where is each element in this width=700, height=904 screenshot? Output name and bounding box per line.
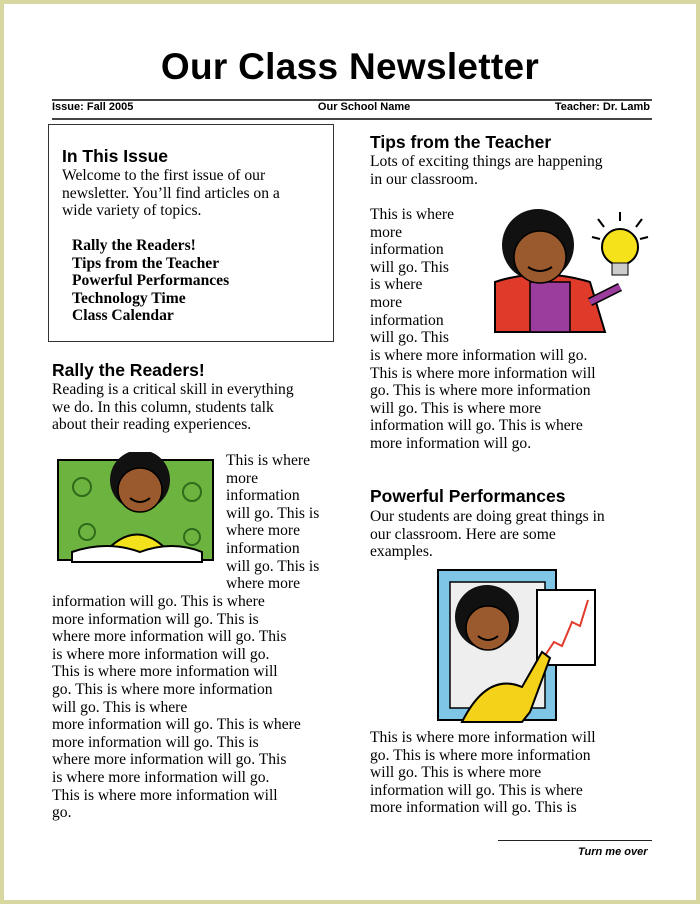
- toc-item[interactable]: Technology Time: [72, 289, 186, 307]
- text-line: will go. This is: [226, 557, 320, 575]
- text-line: information will go. This is where: [370, 781, 583, 799]
- text-line: more: [370, 223, 403, 241]
- text-line: more information will go. This is where: [52, 716, 301, 734]
- idea-child-illustration: [480, 207, 655, 337]
- text-line: This is where more information will: [52, 786, 278, 804]
- presenting-child-illustration: [432, 562, 602, 727]
- toc-item[interactable]: Powerful Performances: [72, 272, 230, 290]
- tips-heading: Tips from the Teacher: [370, 132, 552, 152]
- in-this-issue-intro: [62, 167, 280, 220]
- text-line: go. This is where more information: [52, 680, 273, 698]
- text-line: more information will go. This is: [52, 733, 259, 751]
- newsletter-title: Our Class Newsletter: [160, 46, 540, 87]
- tips-intro: [370, 153, 603, 188]
- text-line: This is where more information will: [370, 729, 596, 746]
- text-line: is where more information will go.: [370, 347, 588, 364]
- text-line: Reading is a critical skill in everything: [52, 381, 294, 398]
- text-line: will go. This is where more: [370, 399, 542, 417]
- text-line: go. This is where more information: [370, 746, 591, 764]
- header-meta: [52, 101, 650, 113]
- performances-intro: [370, 508, 605, 561]
- text-line: where more: [226, 575, 301, 593]
- text-line: where more: [226, 522, 301, 540]
- text-line: will go. This is: [226, 504, 320, 522]
- text-line: more: [226, 469, 259, 487]
- text-line: in our classroom.: [370, 170, 478, 188]
- text-line: newsletter. You’ll find articles on a: [62, 184, 280, 202]
- text-line: more: [370, 293, 403, 311]
- text-line: will go. This is where more: [370, 764, 542, 782]
- rally-body: [52, 593, 301, 822]
- text-line: This is where: [226, 452, 311, 469]
- text-line: will go. This: [370, 258, 449, 276]
- text-line: is where more information will go.: [52, 645, 270, 663]
- text-line: our classroom. Here are some: [370, 525, 556, 543]
- text-line: information will go. This is where: [370, 417, 583, 435]
- text-line: go.: [52, 804, 72, 822]
- text-line: This is where: [370, 206, 455, 223]
- text-line: is where: [370, 276, 423, 294]
- text-line: is where more information will go.: [52, 768, 270, 786]
- text-line: wide variety of topics.: [62, 202, 202, 220]
- text-line: information: [226, 539, 300, 557]
- text-line: information will go. This is where: [52, 593, 265, 610]
- tips-body: [370, 347, 596, 453]
- text-line: information: [370, 241, 444, 259]
- toc-list: [72, 237, 229, 325]
- text-line: Our students are doing great things in: [370, 508, 605, 525]
- text-line: will go. This: [370, 329, 449, 347]
- text-line: Welcome to the first issue of our: [62, 167, 266, 184]
- text-line: where more information will go. This: [52, 751, 287, 769]
- school-name: Our School Name: [317, 101, 411, 113]
- text-line: about their reading experiences.: [52, 416, 252, 434]
- teacher-label: Teacher: Dr. Lamb: [554, 101, 650, 113]
- text-line: more information will go.: [370, 434, 532, 452]
- reading-child-illustration: [52, 452, 218, 567]
- issue-label: Issue: Fall 2005: [52, 101, 134, 113]
- toc-item[interactable]: Class Calendar: [72, 307, 174, 325]
- performances-heading: Powerful Performances: [370, 486, 566, 506]
- text-line: we do. In this column, students talk: [52, 398, 274, 416]
- text-line: will go. This is where: [52, 698, 188, 716]
- text-line: more information will go. This is: [370, 799, 577, 817]
- text-line: information: [370, 311, 444, 329]
- text-line: more information will go. This is: [52, 610, 259, 628]
- text-line: This is where more information will: [52, 663, 278, 681]
- text-line: examples.: [370, 543, 433, 561]
- toc-item[interactable]: Tips from the Teacher: [72, 254, 220, 272]
- text-line: This is where more information will: [370, 364, 596, 382]
- toc-item[interactable]: Rally the Readers!: [72, 237, 196, 254]
- tips-side-text: [370, 206, 454, 347]
- text-line: go. This is where more information: [370, 382, 591, 400]
- rally-intro: [52, 381, 294, 434]
- performances-body: [370, 729, 596, 817]
- header-rule-bottom: [52, 118, 652, 120]
- text-line: where more information will go. This: [52, 628, 287, 646]
- rally-heading: Rally the Readers!: [52, 360, 205, 380]
- rally-side-text: [226, 452, 319, 593]
- in-this-issue-heading: In This Issue: [62, 146, 168, 166]
- turn-me-over: Turn me over: [578, 846, 648, 858]
- footer-rule: [498, 840, 652, 841]
- text-line: Lots of exciting things are happening: [370, 153, 603, 170]
- text-line: information: [226, 487, 300, 505]
